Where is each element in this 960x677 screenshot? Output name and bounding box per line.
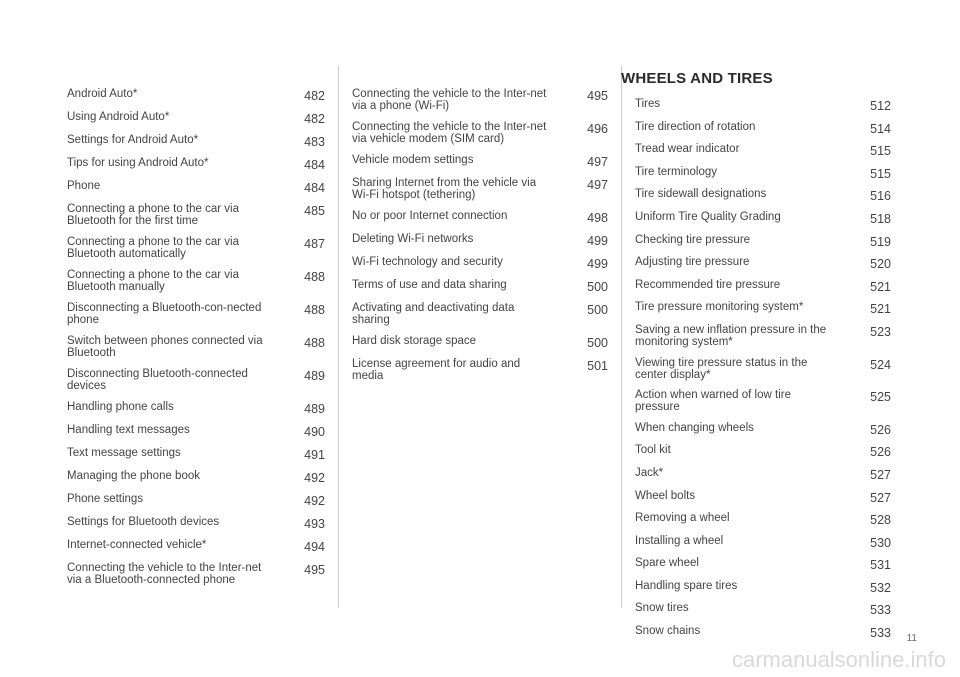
toc-entry-page: 515 — [870, 166, 891, 181]
toc-entry-page: 494 — [304, 540, 325, 554]
toc-entry-title: License agreement for audio and media — [352, 358, 521, 382]
toc-entry-title: Tire direction of rotation — [635, 120, 756, 133]
toc-entry-page: 518 — [870, 211, 891, 226]
column-divider-1 — [338, 66, 339, 608]
toc-entry-page: 489 — [304, 402, 325, 416]
toc-entry[interactable] — [67, 447, 325, 461]
toc-entry-page: 521 — [870, 279, 891, 294]
column-divider-2 — [621, 66, 622, 608]
toc-entry-page: 523 — [870, 324, 891, 339]
section-title: WHEELS AND TIRES — [621, 70, 773, 87]
toc-entry[interactable] — [635, 211, 891, 225]
toc-entry[interactable] — [635, 467, 891, 481]
toc-entry-title: Tips for using Android Auto* — [67, 157, 209, 169]
toc-entry-title: Sharing Internet from the vehicle via Wi-Fi hotspot (tethering) — [352, 177, 537, 201]
toc-entry[interactable] — [635, 166, 891, 180]
toc-entry-page: 482 — [304, 112, 325, 126]
toc-entry-title: Disconnecting Bluetooth-connected devices — [67, 368, 248, 392]
toc-entry[interactable] — [67, 236, 325, 260]
toc-entry-title: Connecting a phone to the car via Bluetooth automatically — [67, 236, 239, 260]
toc-entry-page: 482 — [304, 89, 325, 103]
toc-entry-title: Tool kit — [635, 444, 671, 457]
toc-entry[interactable] — [635, 389, 891, 413]
toc-entry-page: 488 — [304, 303, 325, 317]
toc-entry-page: 495 — [587, 89, 608, 103]
toc-entry-title: Uniform Tire Quality Grading — [635, 210, 781, 223]
toc-entry-page: 512 — [870, 99, 891, 113]
toc-entry-page: 530 — [870, 535, 891, 550]
toc-entry[interactable] — [635, 188, 891, 202]
toc-entry-page: 496 — [587, 122, 608, 136]
toc-entry[interactable] — [67, 335, 325, 359]
toc-entry-page: 533 — [870, 603, 891, 618]
toc-entry[interactable] — [67, 539, 325, 553]
toc-column-3 — [635, 98, 891, 648]
toc-entry-page: 495 — [304, 563, 325, 577]
toc-entry-title: Snow tires — [635, 602, 689, 615]
toc-entry-page: 515 — [870, 144, 891, 159]
toc-entry-page: 484 — [304, 181, 325, 195]
toc-entry-page: 485 — [304, 204, 325, 218]
toc-entry-title: Vehicle modem settings — [352, 154, 474, 166]
toc-entry[interactable] — [67, 134, 325, 148]
toc-entry-title: Adjusting tire pressure — [635, 256, 750, 269]
watermark: carmanualsonline.info — [731, 647, 946, 672]
toc-entry-page: 501 — [587, 359, 608, 373]
toc-entry-title: Connecting a phone to the car via Bluetooth manually — [67, 269, 239, 293]
toc-entry[interactable] — [635, 602, 891, 616]
toc-entry-page: 487 — [304, 237, 325, 251]
toc-entry[interactable] — [352, 233, 608, 247]
toc-entry-title: Disconnecting a Bluetooth-con-nected phone — [67, 302, 262, 326]
toc-entry[interactable] — [635, 324, 891, 348]
toc-entry-title: Installing a wheel — [635, 534, 724, 547]
toc-entry-page: 525 — [870, 390, 891, 405]
toc-entry-title: Deleting Wi-Fi networks — [352, 233, 474, 245]
toc-entry[interactable] — [352, 279, 608, 293]
toc-entry[interactable] — [352, 256, 608, 270]
toc-entry-page: 498 — [587, 211, 608, 225]
toc-entry-page: 499 — [587, 257, 608, 271]
toc-entry[interactable] — [635, 143, 891, 157]
toc-entry[interactable] — [352, 177, 608, 201]
toc-entry[interactable] — [67, 111, 325, 125]
toc-entry-page: 488 — [304, 336, 325, 350]
toc-entry-title: Using Android Auto* — [67, 111, 170, 123]
toc-entry-page: 484 — [304, 158, 325, 172]
toc-entry-title: Checking tire pressure — [635, 233, 751, 246]
toc-entry[interactable] — [352, 358, 608, 382]
toc-entry-title: Settings for Bluetooth devices — [67, 516, 220, 528]
toc-entry-title: Action when warned of low tire pressure — [635, 389, 791, 414]
toc-entry[interactable] — [67, 401, 325, 415]
toc-entry[interactable] — [67, 302, 325, 326]
toc-entry-title: Tire pressure monitoring system* — [635, 301, 804, 314]
toc-entry-title: Handling text messages — [67, 424, 190, 436]
toc-entry-title: Android Auto* — [67, 88, 138, 100]
toc-entry-page: 526 — [870, 445, 891, 460]
toc-entry-page: 489 — [304, 369, 325, 383]
toc-entry-title: Connecting a phone to the car via Bluetooth for the first time — [67, 203, 239, 227]
toc-entry-page: 528 — [870, 513, 891, 528]
toc-entry-page: 493 — [304, 517, 325, 531]
toc-entry[interactable] — [67, 368, 325, 392]
toc-entry[interactable] — [635, 535, 891, 549]
toc-entry-title: Managing the phone book — [67, 470, 200, 482]
toc-entry-title: Removing a wheel — [635, 512, 730, 525]
toc-entry-title: Text message settings — [67, 447, 181, 459]
toc-entry-page: 488 — [304, 270, 325, 284]
toc-entry[interactable] — [352, 121, 608, 145]
toc-entry-page: 499 — [587, 234, 608, 248]
toc-entry-title: Tires — [635, 98, 661, 110]
toc-entry[interactable] — [635, 490, 891, 504]
toc-entry[interactable] — [67, 269, 325, 293]
toc-entry-title: No or poor Internet connection — [352, 210, 508, 222]
toc-entry-title: Handling spare tires — [635, 579, 738, 592]
toc-entry[interactable] — [635, 357, 891, 381]
toc-entry-page: 490 — [304, 425, 325, 439]
toc-entry-title: Snow chains — [635, 625, 701, 638]
toc-entry-page: 531 — [870, 558, 891, 573]
toc-entry-title: Switch between phones connected via Bluetooth — [67, 335, 263, 359]
toc-entry-title: Jack* — [635, 466, 664, 479]
toc-entry-title: Internet-connected vehicle* — [67, 539, 207, 551]
toc-entry[interactable] — [352, 210, 608, 224]
toc-entry-title: Connecting the vehicle to the Inter-net via a Bluetooth-connected phone — [67, 562, 262, 586]
toc-entry[interactable] — [635, 121, 891, 135]
toc-entry[interactable] — [352, 154, 608, 168]
toc-entry-title: Spare wheel — [635, 557, 699, 570]
toc-entry-page: 532 — [870, 580, 891, 595]
toc-entry-page: 500 — [587, 280, 608, 294]
toc-entry[interactable] — [352, 302, 608, 326]
toc-entry-page: 526 — [870, 422, 891, 437]
toc-list — [635, 98, 891, 639]
toc-entry-title: Terms of use and data sharing — [352, 279, 507, 291]
toc-entry-title: Wi-Fi technology and security — [352, 256, 503, 268]
toc-entry-title: Viewing tire pressure status in the center display* — [635, 356, 808, 381]
toc-entry-title: Settings for Android Auto* — [67, 134, 199, 146]
toc-column-1 — [67, 88, 325, 595]
toc-column-2 — [352, 88, 608, 391]
toc-entry[interactable] — [635, 279, 891, 293]
toc-entry[interactable] — [635, 444, 891, 458]
toc-entry-page: 497 — [587, 178, 608, 192]
toc-entry[interactable] — [352, 335, 608, 349]
toc-entry-page: 520 — [870, 257, 891, 272]
toc-entry-page: 524 — [870, 357, 891, 372]
toc-entry-title: Tread wear indicator — [635, 143, 740, 156]
toc-entry-page: 516 — [870, 189, 891, 204]
toc-entry[interactable] — [635, 422, 891, 436]
toc-entry-page: 492 — [304, 494, 325, 508]
toc-entry[interactable] — [635, 512, 891, 526]
toc-entry-page: 527 — [870, 490, 891, 505]
toc-entry[interactable] — [635, 256, 891, 270]
toc-entry-page: 500 — [587, 336, 608, 350]
toc-entry-title: Phone settings — [67, 493, 144, 505]
toc-entry-title: When changing wheels — [635, 421, 754, 434]
toc-entry-page: 491 — [304, 448, 325, 462]
toc-entry-page: 527 — [870, 467, 891, 482]
toc-entry[interactable] — [635, 557, 891, 571]
toc-entry[interactable] — [635, 301, 891, 315]
toc-entry[interactable] — [352, 88, 608, 112]
toc-entry-page: 483 — [304, 135, 325, 149]
toc-entry-page: 519 — [870, 234, 891, 249]
toc-entry-page: 497 — [587, 155, 608, 169]
toc-entry-title: Connecting the vehicle to the Inter-net via vehicle modem (SIM card) — [352, 121, 547, 145]
toc-entry[interactable] — [67, 203, 325, 227]
toc-entry[interactable] — [67, 562, 325, 586]
page-number: 11 — [906, 633, 917, 644]
toc-entry[interactable] — [67, 493, 325, 507]
toc-entry[interactable] — [67, 88, 325, 102]
toc-entry[interactable] — [67, 516, 325, 530]
toc-entry-title: Recommended tire pressure — [635, 278, 781, 291]
toc-entry-title: Wheel bolts — [635, 489, 696, 502]
toc-entry[interactable] — [635, 98, 891, 112]
toc-entry[interactable] — [67, 180, 325, 194]
toc-entry[interactable] — [67, 157, 325, 171]
toc-entry-page: 514 — [870, 121, 891, 136]
toc-entry-title: Hard disk storage space — [352, 335, 477, 347]
toc-entry-title: Handling phone calls — [67, 401, 174, 413]
toc-entry-title: Connecting the vehicle to the Inter-net via a phone (Wi-Fi) — [352, 88, 547, 112]
toc-entry[interactable] — [635, 625, 891, 639]
toc-entry[interactable] — [635, 234, 891, 248]
toc-entry-title: Saving a new inflation pressure in the monitoring system* — [635, 323, 827, 348]
toc-entry-page: 500 — [587, 303, 608, 317]
toc-list — [67, 88, 325, 586]
toc-entry[interactable] — [635, 580, 891, 594]
toc-entry-title: Tire sidewall designations — [635, 188, 767, 201]
toc-list — [352, 88, 608, 382]
toc-entry[interactable] — [67, 424, 325, 438]
toc-entry-title: Activating and deactivating data sharing — [352, 302, 515, 326]
toc-entry-title: Tire terminology — [635, 165, 718, 178]
toc-entry-page: 533 — [870, 626, 891, 641]
toc-entry-page: 492 — [304, 471, 325, 485]
toc-entry-title: Phone — [67, 180, 101, 192]
toc-entry-page: 521 — [870, 302, 891, 317]
toc-entry[interactable] — [67, 470, 325, 484]
